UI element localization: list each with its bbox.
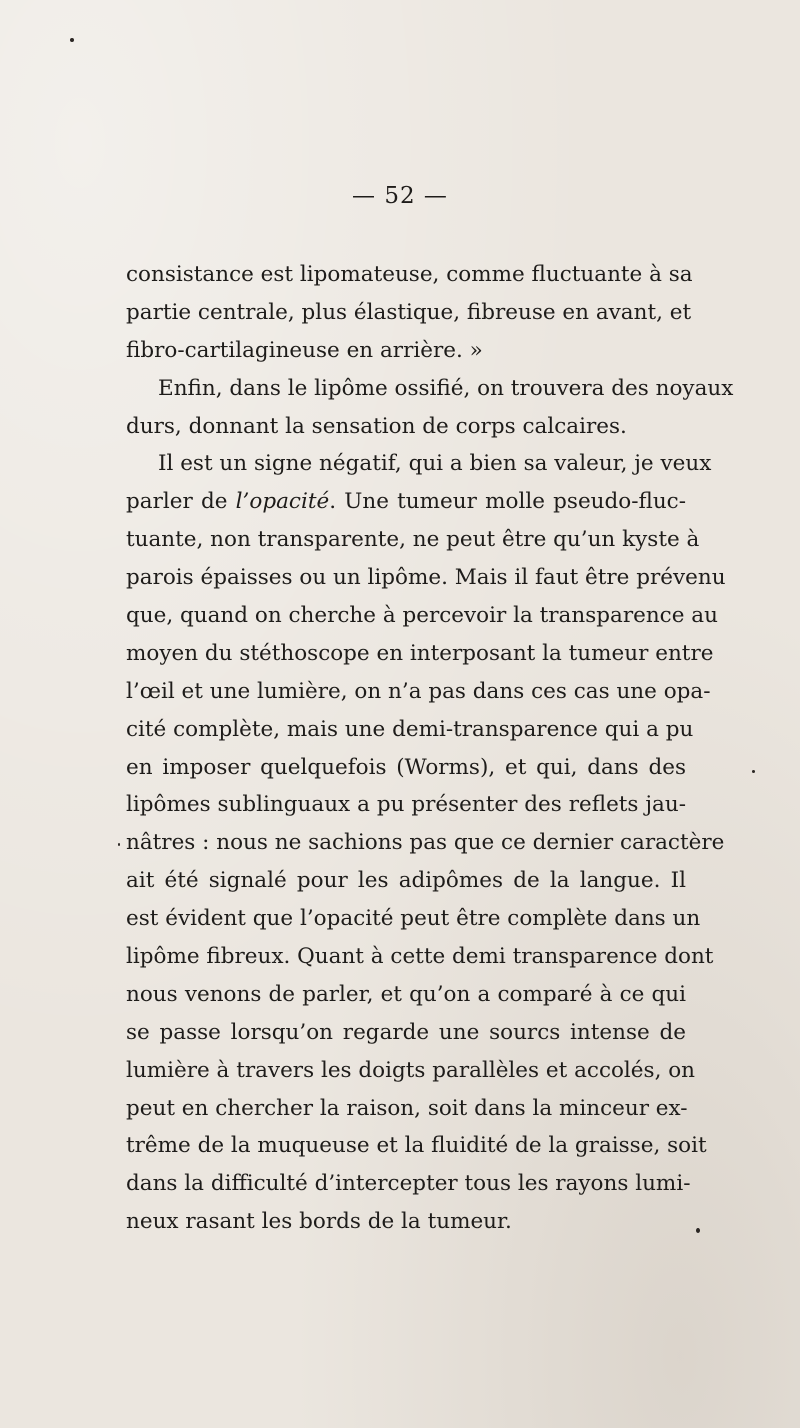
text-line: nâtres : nous ne sachions pas que ce dernier caractère: [126, 830, 725, 856]
text-line: parois épaisses ou un lipôme. Mais il faut être prévenu: [126, 565, 726, 591]
text-line: consistance est lipomateuse, comme fluctuante à sa: [126, 262, 693, 287]
text-line: se passe lorsqu’on regarde une sourcs intense de: [126, 1019, 686, 1045]
text-line: trême de la muqueuse et la fluidité de la graisse, soit: [126, 1133, 707, 1159]
text-line: tuante, non transparente, ne peut être qu’un kyste à: [126, 527, 700, 553]
text-line: en imposer quelquefois (Worms), et qui, dans des: [126, 754, 686, 780]
ink-speck: [752, 770, 755, 773]
text-line: Il est un signe négatif, qui a bien sa valeur, je veux: [158, 451, 712, 477]
text-line: Enfin, dans le lipôme ossifié, on trouvera des noyaux: [158, 375, 734, 401]
text-line: est évident que l’opacité peut être complète dans un: [126, 906, 701, 932]
text-segment: parler de: [126, 489, 236, 515]
text-line: nous venons de parler, et qu’on a comparé à ce qui: [126, 981, 686, 1007]
text-line: que, quand on cherche à percevoir la transparence au: [126, 603, 718, 629]
text-line: ait été signalé pour les adipômes de la langue. Il: [126, 868, 686, 894]
text-line: dans la difficulté d’intercepter tous les rayons lumi-: [126, 1171, 691, 1197]
page-number: — 52 —: [352, 183, 448, 209]
text-line: cité complète, mais une demi-transparence qui a pu: [126, 716, 694, 742]
ink-speck: [696, 1228, 700, 1233]
text-line: lumière à travers les doigts parallèles et accolés, on: [126, 1057, 696, 1083]
text-line: durs, donnant la sensation de corps calcaires.: [126, 413, 627, 439]
text-line: lipôme fibreux. Quant à cette demi transparence dont: [126, 944, 714, 970]
text-line: partie centrale, plus élastique, fibreuse en avant, et: [126, 299, 692, 325]
text-segment: . Une tumeur molle pseudo-fluc-: [329, 489, 686, 515]
text-line: fibro-cartilagineuse en arrière. »: [126, 337, 483, 363]
ink-speck: [118, 843, 120, 846]
ink-speck: [70, 38, 74, 42]
body-text: [126, 256, 734, 1241]
text-line: lipômes sublinguaux a pu présenter des reflets jau-: [126, 792, 686, 818]
text-line: [126, 483, 686, 521]
text-line: neux rasant les bords de la tumeur.: [126, 1209, 512, 1235]
emphasized-term: l’opacité: [235, 489, 330, 515]
text-line: moyen du stéthoscope en interposant la tumeur entre: [126, 640, 714, 666]
text-line: peut en chercher la raison, soit dans la minceur ex-: [126, 1095, 688, 1121]
text-line: l’œil et une lumière, on n’a pas dans ces cas une opa-: [126, 678, 711, 704]
